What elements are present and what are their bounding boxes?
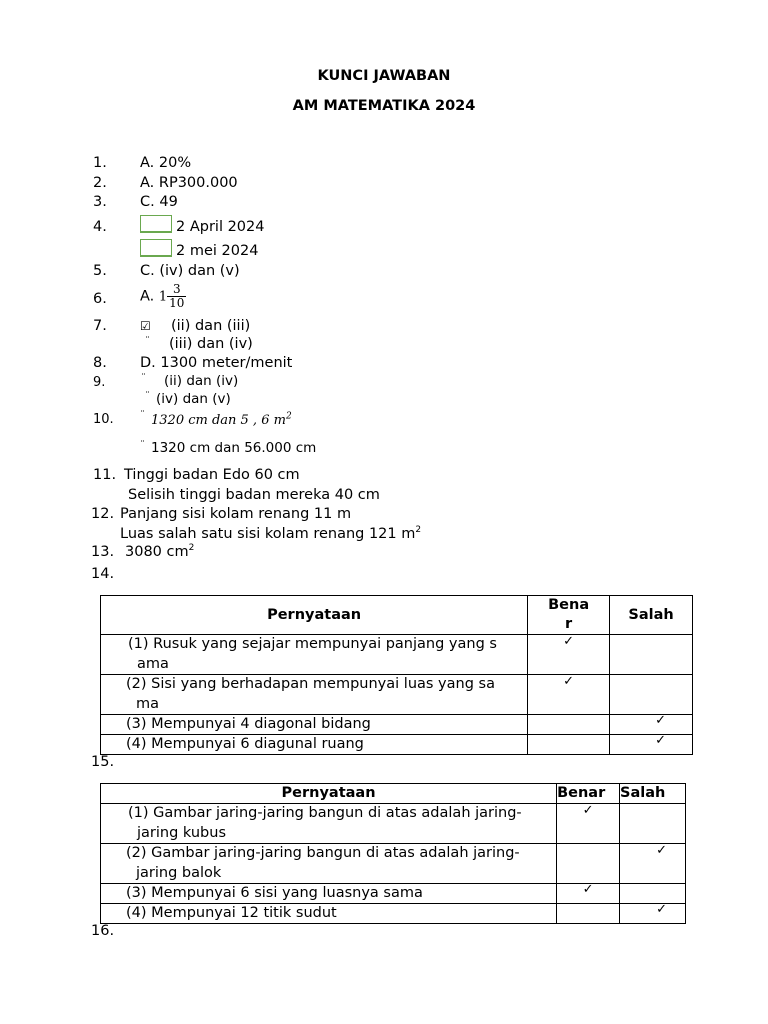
statement-line: (1) Rusuk yang sejajar mempunyai panjang yang s: [128, 636, 497, 652]
answer-5: C. (iv) dan (v): [140, 263, 240, 279]
statement-cell: (4) Mempunyai 6 diagunal ruang: [101, 735, 528, 755]
fraction-numerator: 3: [167, 283, 186, 297]
answer-13-text: 3080 cm: [125, 544, 189, 560]
header-true-part1: Bena: [548, 597, 590, 613]
answer-number-4: 4.: [93, 219, 107, 235]
false-cell: [610, 675, 693, 715]
true-check-icon: ✓: [528, 675, 610, 715]
statement-line: jaring balok: [136, 864, 222, 881]
checkbox-empty-icon: [140, 215, 172, 233]
header-true: [528, 596, 610, 635]
false-cell: [620, 804, 686, 844]
unchecked-mark-icon: ¨: [145, 391, 150, 402]
table-row: [101, 735, 693, 755]
document-title: KUNCI JAWABAN: [317, 68, 451, 84]
answer-number-7: 7.: [93, 318, 107, 334]
answer-6-prefix: A.: [140, 288, 155, 305]
false-check-icon: ✓: [620, 844, 686, 884]
answer-number-1: 1.: [93, 155, 107, 171]
header-true-part2: r: [565, 616, 573, 632]
answer-10a-superscript: 2: [285, 411, 292, 422]
header-false: Salah: [610, 596, 693, 635]
true-cell: [557, 844, 620, 884]
header-false: Salah: [620, 784, 686, 804]
answer-2: A. RP300.000: [140, 175, 238, 191]
true-cell: [557, 904, 620, 924]
false-check-icon: ✓: [610, 735, 693, 755]
false-cell: [620, 884, 686, 904]
answer-number-9: 9.: [93, 375, 106, 390]
document-subtitle: AM MATEMATIKA 2024: [292, 98, 476, 114]
checkbox-empty-icon: [140, 239, 172, 257]
answer-11b: Selisih tinggi badan mereka 40 cm: [128, 487, 380, 503]
answer-number-11: 11.: [93, 467, 117, 483]
statement-cell: [101, 844, 557, 884]
answer-13-superscript: 2: [188, 543, 195, 554]
answer-4b: 2 mei 2024: [176, 243, 259, 259]
answer-6-whole: 1: [158, 289, 168, 305]
answer-12b-superscript: 2: [415, 525, 422, 536]
table-row: [101, 635, 693, 675]
true-check-icon: ✓: [557, 804, 620, 844]
table-14: [100, 595, 693, 755]
table-row: [101, 884, 686, 904]
false-check-icon: ✓: [610, 715, 693, 735]
table-row: [101, 844, 686, 884]
fraction-denominator: 10: [169, 296, 185, 310]
answer-number-3: 3.: [93, 194, 107, 210]
table-row: [101, 675, 693, 715]
table-row: [101, 804, 686, 844]
answer-number-13: 13.: [91, 544, 115, 560]
unchecked-mark-icon: ¨: [140, 440, 145, 451]
answer-8: D. 1300 meter/menit: [140, 355, 293, 371]
statement-cell: (4) Mempunyai 12 titik sudut: [101, 904, 557, 924]
header-true: Benar: [557, 784, 620, 804]
answer-7b: (iii) dan (iv): [169, 336, 253, 352]
unchecked-mark-icon: ¨: [145, 336, 150, 347]
answer-7a: (ii) dan (iii): [171, 318, 251, 334]
statement-cell: [101, 804, 557, 844]
answer-10a: [151, 412, 292, 430]
answer-3: C. 49: [140, 194, 178, 210]
answer-12b: [120, 525, 421, 543]
true-check-icon: ✓: [557, 884, 620, 904]
answer-10b: 1320 cm dan 56.000 cm: [151, 440, 317, 456]
answer-12a: Panjang sisi kolam renang 11 m: [120, 506, 352, 522]
answer-1: A. 20%: [140, 155, 192, 171]
header-statement: Pernyataan: [101, 596, 528, 635]
answer-number-14: 14.: [91, 566, 115, 582]
answer-13: [125, 543, 194, 561]
statement-line: (2) Gambar jaring-jaring bangun di atas adalah jaring-: [126, 845, 520, 861]
answer-4a-row: [140, 215, 265, 236]
true-check-icon: ✓: [528, 635, 610, 675]
answer-number-16: 16.: [91, 923, 115, 939]
answer-number-2: 2.: [93, 175, 107, 191]
answer-6-fraction: [167, 283, 186, 310]
answer-number-10: 10.: [93, 412, 114, 427]
table-15: [100, 783, 686, 924]
header-statement: Pernyataan: [101, 784, 557, 804]
unchecked-mark-icon: ¨: [141, 373, 146, 384]
statement-line: ama: [137, 655, 169, 672]
answer-4a: 2 April 2024: [176, 219, 265, 235]
answer-number-15: 15.: [91, 754, 115, 770]
statement-cell: [101, 675, 528, 715]
statement-line: jaring kubus: [137, 824, 226, 841]
table-header-row: [101, 784, 686, 804]
false-check-icon: ✓: [620, 904, 686, 924]
answer-number-8: 8.: [93, 355, 107, 371]
statement-line: (1) Gambar jaring-jaring bangun di atas adalah jaring-: [128, 805, 522, 821]
statement-cell: (3) Mempunyai 6 sisi yang luasnya sama: [101, 884, 557, 904]
checked-box-icon: ☑: [140, 319, 151, 333]
answer-6: [140, 283, 186, 310]
statement-line: (2) Sisi yang berhadapan mempunyai luas yang sa: [126, 676, 495, 692]
answer-4b-row: [140, 239, 258, 260]
answer-12b-text: Luas salah satu sisi kolam renang 121 m: [120, 526, 416, 542]
statement-cell: (3) Mempunyai 4 diagonal bidang: [101, 715, 528, 735]
statement-line: ma: [136, 695, 160, 712]
answer-number-12: 12.: [91, 506, 115, 522]
false-cell: [610, 635, 693, 675]
answer-number-5: 5.: [93, 263, 107, 279]
answer-11a: Tinggi badan Edo 60 cm: [124, 467, 300, 483]
answer-9b: (iv) dan (v): [156, 391, 231, 407]
statement-cell: [101, 635, 528, 675]
answer-9a: (ii) dan (iv): [164, 373, 239, 389]
table-row: [101, 904, 686, 924]
answer-number-6: 6.: [93, 291, 107, 307]
table-row: [101, 715, 693, 735]
answer-10a-text: 1320 cm dan 5 , 6 m: [151, 413, 286, 428]
true-cell: [528, 735, 610, 755]
true-cell: [528, 715, 610, 735]
table-header-row: [101, 596, 693, 635]
unchecked-mark-icon: ¨: [140, 410, 145, 421]
